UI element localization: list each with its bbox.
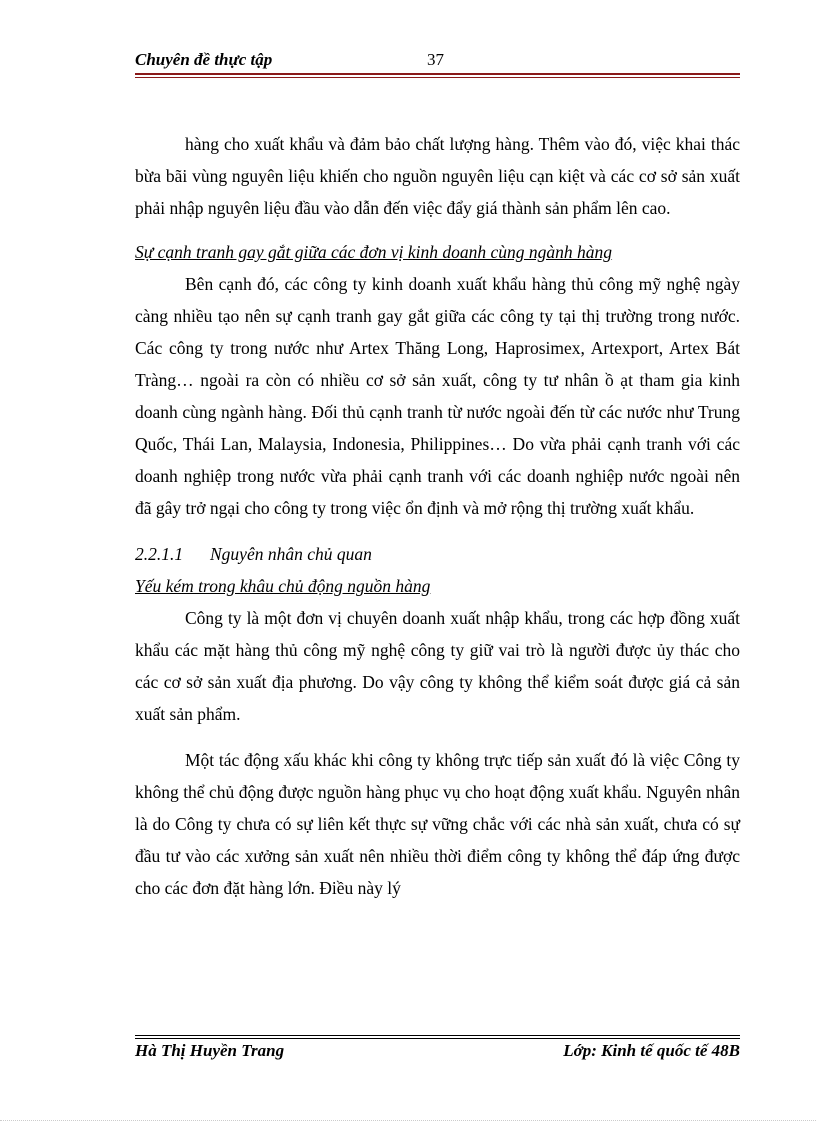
section-heading <box>135 538 740 570</box>
footer-author: Hà Thị Huyền Trang <box>135 1041 285 1060</box>
paragraph-3: Công ty là một đơn vị chuyên doanh xuất nhập khẩu, trong các hợp đồng xuất khẩu các mặt hàng thủ công mỹ nghệ công ty giữ vai trò là người được ủy thác cho các cơ sở sản xuất địa phương. Do vậy công ty không thể kiểm soát được giá cả sản xuất sản phẩm. <box>135 608 740 724</box>
page-footer <box>135 1041 740 1065</box>
section-number: 2.2.1.1 <box>135 544 184 564</box>
subheading-competition: Sự cạnh tranh gay gắt giữa các đơn vị kinh doanh cùng ngành hàng <box>135 242 613 262</box>
header-rule-thin <box>135 77 740 78</box>
page-edge-divider <box>0 1120 816 1121</box>
page-number: 37 <box>427 50 444 69</box>
header-rule-thick <box>135 73 740 75</box>
body-text <box>135 128 740 904</box>
section-title: Nguyên nhân chủ quan <box>210 544 372 564</box>
subheading-sourcing: Yếu kém trong khâu chủ động nguồn hàng <box>135 576 431 596</box>
page-header <box>135 48 740 72</box>
footer-rule-bottom <box>135 1038 740 1039</box>
footer-class: Lớp: Kinh tế quốc tế 48B <box>563 1041 740 1060</box>
header-title: Chuyên đề thực tập <box>135 50 273 69</box>
paragraph-1: hàng cho xuất khẩu và đảm bảo chất lượng hàng. Thêm vào đó, việc khai thác bừa bãi vùng nguyên liệu khiến cho nguồn nguyên liệu cạn kiệt và các cơ sở sản xuất phải nhập nguyên liệu đầu vào dẫn đến việc đẩy giá thành sản phẩm lên cao. <box>135 134 740 218</box>
paragraph-4: Một tác động xấu khác khi công ty không trực tiếp sản xuất đó là việc Công ty không thể chủ động được nguồn hàng phục vụ cho hoạt động xuất khẩu. Nguyên nhân là do Công ty chưa có sự liên kết thực sự vững chắc với các nhà sản xuất, chưa có sự đầu tư vào các xưởng sản xuất nên nhiều thời điểm công ty không thể đáp ứng được cho các đơn đặt hàng lớn. Điều này lý <box>135 750 740 898</box>
footer-rule-top <box>135 1035 740 1036</box>
paragraph-2: Bên cạnh đó, các công ty kinh doanh xuất khẩu hàng thủ công mỹ nghệ ngày càng nhiều tạo nên sự cạnh tranh gay gắt giữa các công ty tại thị trường trong nước. Các công ty trong nước như Artex Thăng Long, Haprosimex, Artexport, Artex Bát Tràng… ngoài ra còn có nhiều cơ sở sản xuất, công ty tư nhân ồ ạt tham gia kinh doanh cùng ngành hàng. Đối thủ cạnh tranh từ nước ngoài đến từ các nước như Trung Quốc, Thái Lan, Malaysia, Indonesia, Philippines… Do vừa phải cạnh tranh với các doanh nghiệp trong nước vừa phải cạnh tranh với các doanh nghiệp nước ngoài nên đã gây trở ngại cho công ty trong việc ổn định và mở rộng thị trường xuất khẩu. <box>135 274 740 518</box>
